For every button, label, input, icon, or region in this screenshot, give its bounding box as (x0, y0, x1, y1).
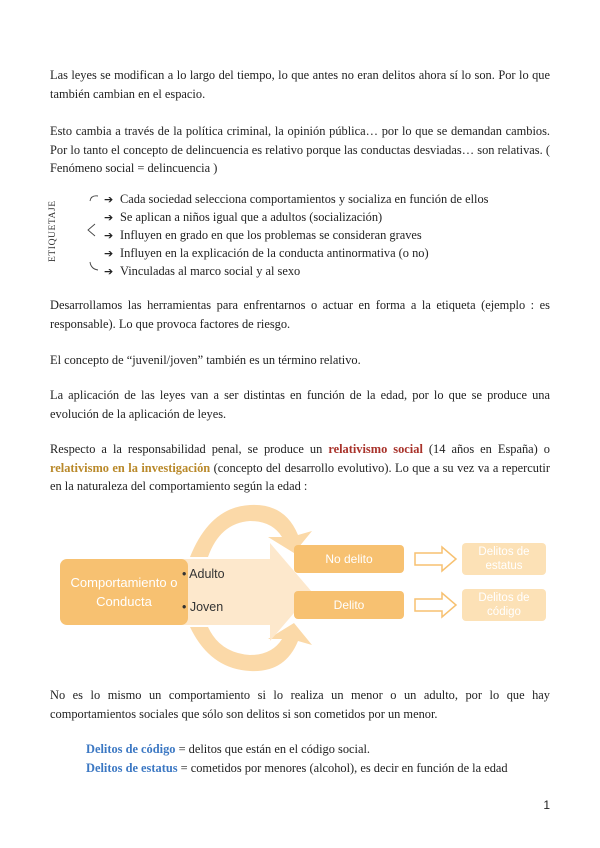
arrow-right-icon: ➔ (104, 193, 114, 206)
list-item: ➔ Influyen en grado en que los problemas se consideran graves (104, 226, 489, 244)
paragraph-1: Las leyes se modifican a lo largo del tiempo, lo que antes no eran delitos ahora sí lo son. Por lo que también cambian en el espacio. (50, 68, 550, 101)
bullet-adulto: • Adulto (182, 567, 225, 581)
paragraph-2: Esto cambia a través de la política criminal, la opinión pública… por lo que se demandan cambios. Por lo tanto el concepto de delincuencia es relativo porque las conductas desviadas… son relativas. ( Fenómeno social = delincuencia ) (50, 124, 550, 175)
brace-icon (78, 190, 104, 280)
main-box-label: Comportamiento o Conducta (70, 575, 178, 609)
list-item: ➔ Cada sociedad selecciona comportamientos y socializa en función de ellos (104, 190, 489, 208)
box-delito: Delito (333, 598, 365, 612)
etiquetaje-label: ETIQUETAJE (48, 200, 58, 262)
arrow-right-icon: ➔ (104, 229, 114, 242)
page-number: 1 (543, 798, 550, 812)
paragraph-5: La aplicación de las leyes van a ser distintas en función de la edad, por lo que se produce una evolución de la aplicación de leyes. (50, 388, 550, 421)
relativismo-investigacion-term: relativismo en la investigación (50, 460, 211, 475)
list-item: ➔ Vinculadas al marco social y al sexo (104, 262, 489, 280)
paragraph-4: El concepto de “juvenil/joven” también es un término relativo. (50, 353, 361, 367)
paragraph-3: Desarrollamos las herramientas para enfrentarnos o actuar en forma a la etiqueta (ejemplo : es responsable). Lo que provoca factores de riesgo. (50, 298, 550, 331)
arrow-right-icon: ➔ (104, 265, 114, 278)
bullet-joven: • Joven (182, 600, 224, 614)
definition-estatus: Delitos de estatus = cometidos por menores (alcohol), es decir en función de la edad (86, 761, 508, 775)
behavior-diagram (50, 497, 550, 677)
list-item: ➔ Se aplican a niños igual que a adultos (socialización) (104, 208, 489, 226)
definitions (86, 740, 508, 778)
paragraph-7: No es lo mismo un comportamiento si lo realiza un menor o un adulto, por lo que hay comportamientos sociales que sólo son delitos si son cometidos por un menor. (50, 688, 550, 721)
etiquetaje-list (104, 190, 489, 280)
result-delitos-estatus: Delitos de estatus (478, 546, 530, 572)
result-delitos-codigo: Delitos de código (478, 592, 530, 618)
definition-codigo: Delitos de código = delitos que están en el código social. (86, 742, 371, 756)
arrow-right-icon: ➔ (104, 211, 114, 224)
box-no-delito: No delito (325, 552, 373, 566)
list-item: ➔ Influyen en la explicación de la conducta antinormativa (o no) (104, 244, 489, 262)
arrow-right-icon: ➔ (104, 247, 114, 260)
paragraph-6: Respecto a la responsabilidad penal, se produce un relativismo social (14 años en España) o relativismo en la investigación (concepto del desarrollo evolutivo). Lo que a su vez va a repercutir en la naturaleza del comportamiento según la edad : (50, 442, 550, 493)
relativismo-social-term: relativismo social (328, 442, 423, 456)
